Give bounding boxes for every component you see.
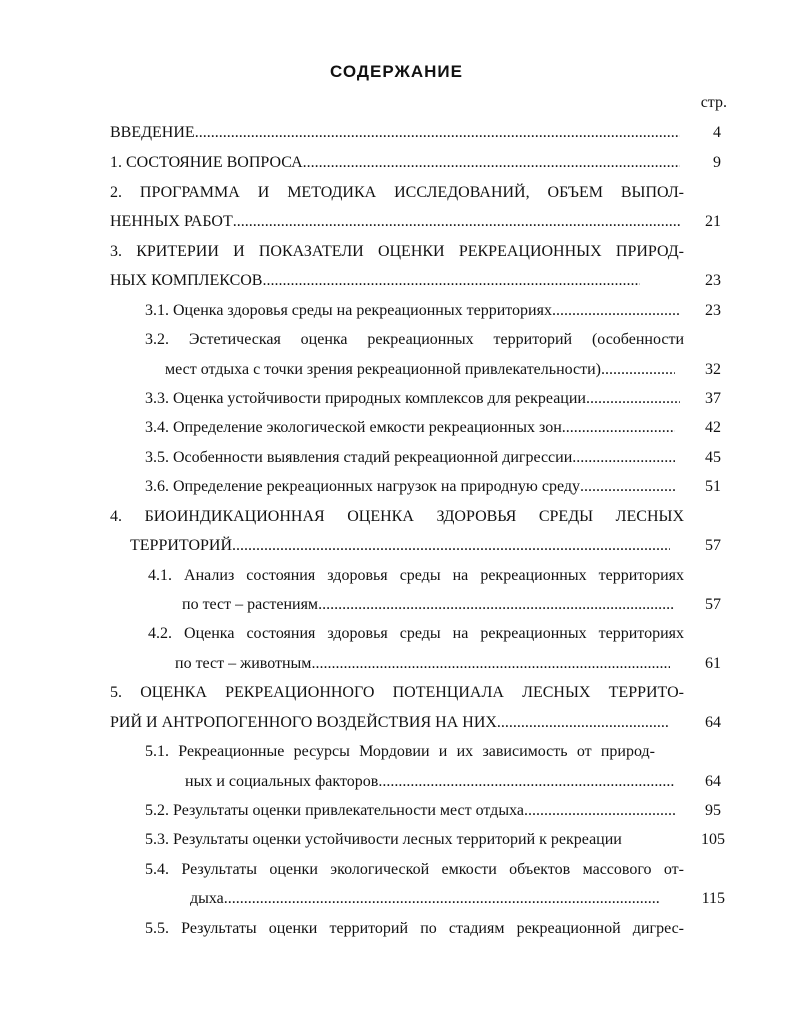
toc-entry-line[interactable]: 4.1. Анализ состояния здоровья среды на рекреационных территориях bbox=[148, 567, 684, 584]
toc-page-number: 64 bbox=[705, 773, 721, 790]
toc-page-number: 23 bbox=[705, 272, 721, 289]
toc-entry[interactable] bbox=[145, 387, 680, 411]
toc-entry[interactable] bbox=[190, 887, 660, 911]
toc-entry-title: ТЕРРИТОРИЙ . . . bbox=[130, 534, 670, 558]
toc-entry-line[interactable]: 3. КРИТЕРИИ И ПОКАЗАТЕЛИ ОЦЕНКИ РЕКРЕАЦИОННЫХ ПРИРОД- bbox=[110, 243, 684, 260]
toc-entry-line[interactable]: 3.2. Эстетическая оценка рекреационных территорий (особенности bbox=[145, 331, 684, 348]
toc-page-number: 57 bbox=[705, 596, 721, 613]
toc-entry-title: по тест – растениям . . . bbox=[182, 593, 675, 617]
toc-entry[interactable] bbox=[145, 828, 675, 852]
toc-entry[interactable] bbox=[145, 299, 680, 323]
toc-page-number: 9 bbox=[713, 154, 721, 171]
toc-entry-line[interactable]: 2. ПРОГРАММА И МЕТОДИКА ИССЛЕДОВАНИЙ, ОБЪЕМ ВЫПОЛ- bbox=[110, 184, 684, 201]
toc-page-number: 37 bbox=[705, 390, 721, 407]
toc-entry-title: 1. СОСТОЯНИЕ ВОПРОСА . . . bbox=[110, 151, 680, 175]
toc-page-number: 115 bbox=[701, 890, 725, 907]
toc-entry[interactable] bbox=[110, 269, 640, 293]
toc-page-number: 23 bbox=[705, 302, 721, 319]
toc-page-number: 105 bbox=[701, 831, 725, 848]
toc-page-number: 21 bbox=[705, 213, 721, 230]
toc-entry[interactable] bbox=[110, 210, 680, 234]
toc-entry[interactable] bbox=[110, 711, 670, 735]
toc-entry[interactable] bbox=[130, 534, 670, 558]
toc-entry-title: по тест – животным . . . bbox=[175, 652, 670, 676]
toc-entry-title: 3.3. Оценка устойчивости природных комплексов для рекреации . . . bbox=[145, 387, 680, 411]
toc-entry-line[interactable]: 5.4. Результаты оценки экологической емкости объектов массового от- bbox=[145, 861, 684, 878]
toc-entry-line[interactable]: 5. ОЦЕНКА РЕКРЕАЦИОННОГО ПОТЕНЦИАЛА ЛЕСНЫХ ТЕРРИТО- bbox=[110, 684, 684, 701]
toc-entry[interactable] bbox=[145, 475, 675, 499]
toc-entry-line[interactable]: 5.1. Рекреационные ресурсы Мордовии и их зависимость от природ- bbox=[145, 743, 655, 760]
toc-page-number: 45 bbox=[705, 449, 721, 466]
toc-entry-title: ных и социальных факторов . . . bbox=[185, 770, 675, 794]
toc-entry[interactable] bbox=[110, 151, 680, 175]
toc-entry-line[interactable]: 4.2. Оценка состояния здоровья среды на рекреационных территориях bbox=[148, 625, 684, 642]
toc-entry[interactable] bbox=[145, 446, 675, 470]
toc-entry-title: НЕННЫХ РАБОТ . . . bbox=[110, 210, 680, 234]
toc-entry[interactable] bbox=[175, 652, 670, 676]
toc-page-number: 4 bbox=[713, 124, 721, 141]
toc-entry-title: ВВЕДЕНИЕ . . . bbox=[110, 121, 680, 145]
toc-entry-line[interactable]: 5.5. Результаты оценки территорий по стадиям рекреационной дигрес- bbox=[145, 920, 684, 937]
toc-entry[interactable] bbox=[145, 799, 675, 823]
toc-page-number: 95 bbox=[705, 802, 721, 819]
toc-entry-title: мест отдыха с точки зрения рекреационной привлекательности) . . . bbox=[165, 358, 675, 382]
toc-page-number: 61 bbox=[705, 655, 721, 672]
toc-page-number: 42 bbox=[705, 419, 721, 436]
toc-entry-title: 3.1. Оценка здоровья среды на рекреационных территориях . . . bbox=[145, 299, 680, 323]
page-column-header: стр. bbox=[700, 94, 727, 111]
toc-entry[interactable] bbox=[185, 770, 675, 794]
page-title: СОДЕРЖАНИЕ bbox=[330, 62, 463, 81]
toc-entry-title: 3.4. Определение экологической емкости рекреационных зон . . . bbox=[145, 416, 675, 440]
toc-entry-title: дыха . . . bbox=[190, 887, 660, 911]
toc-page-number: 57 bbox=[705, 537, 721, 554]
toc-page-number: 32 bbox=[705, 361, 721, 378]
toc-entry-title: 5.2. Результаты оценки привлекательности мест отдыха . . . bbox=[145, 799, 675, 823]
toc-entry-title: 3.6. Определение рекреационных нагрузок на природную среду . . . bbox=[145, 475, 675, 499]
toc-entry[interactable] bbox=[165, 358, 675, 382]
toc-entry-title: 5.3. Результаты оценки устойчивости лесных территорий к рекреации bbox=[145, 831, 622, 848]
toc-entry-title: РИЙ И АНТРОПОГЕННОГО ВОЗДЕЙСТВИЯ НА НИХ . . . bbox=[110, 711, 670, 735]
toc-entry[interactable] bbox=[110, 121, 680, 145]
toc-entry-title: 3.5. Особенности выявления стадий рекреационной дигрессии . . . bbox=[145, 446, 675, 470]
toc-entry-title: НЫХ КОМПЛЕКСОВ . . . bbox=[110, 269, 640, 293]
toc-entry[interactable] bbox=[182, 593, 675, 617]
toc-page-number: 64 bbox=[705, 714, 721, 731]
toc-page-number: 51 bbox=[705, 478, 721, 495]
toc-entry-line[interactable]: 4. БИОИНДИКАЦИОННАЯ ОЦЕНКА ЗДОРОВЬЯ СРЕДЫ ЛЕСНЫХ bbox=[110, 508, 684, 525]
toc-entry[interactable] bbox=[145, 416, 675, 440]
